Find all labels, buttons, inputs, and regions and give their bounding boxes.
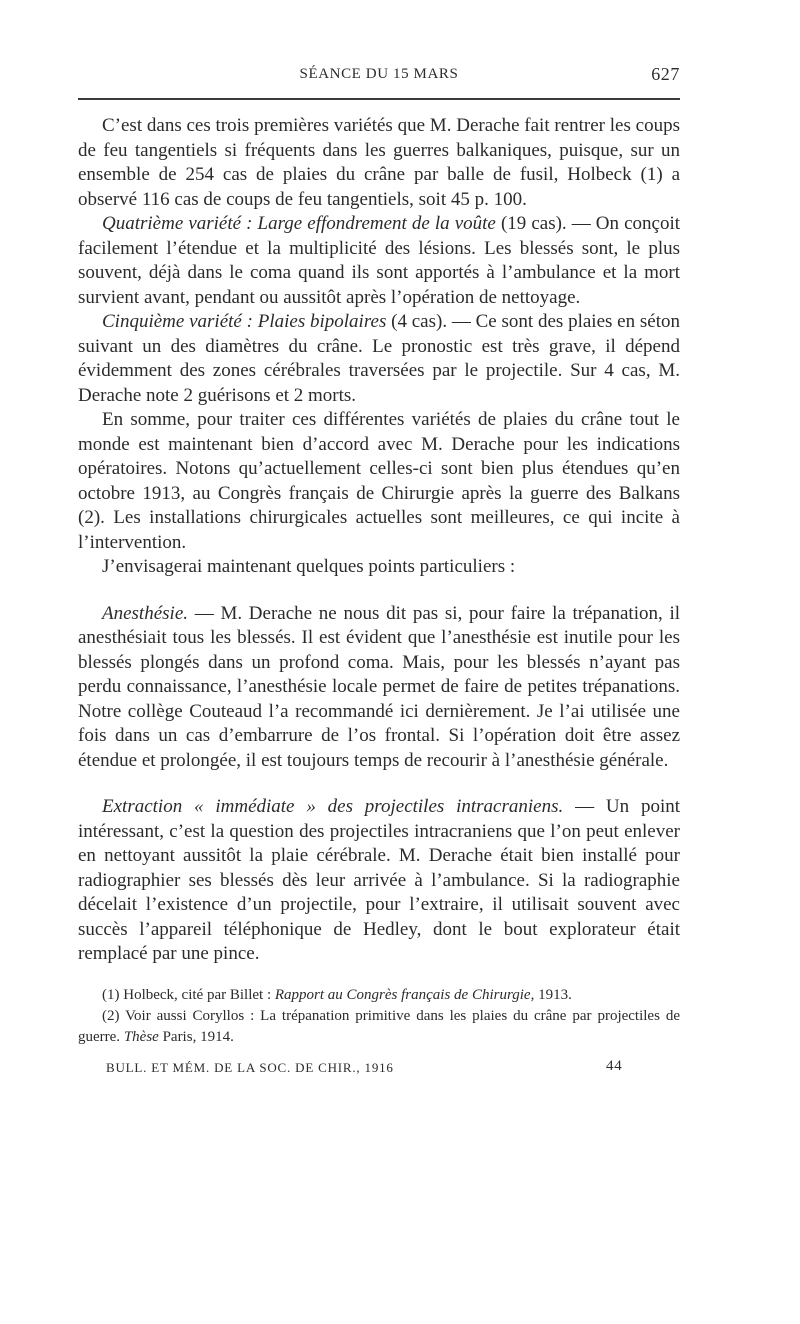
paragraph-5: J’envisagerai maintenant quelques points particuliers : bbox=[102, 556, 516, 577]
paragraph-6-heading: Anesthésie. bbox=[102, 602, 189, 624]
paragraph-2 bbox=[78, 212, 680, 310]
footnotes bbox=[78, 985, 680, 1048]
footnote-1-title: Rapport au Congrès français de Chirurgie bbox=[274, 986, 531, 1003]
paragraph-7-heading: Extraction « immédiate » des projectiles intracraniens. bbox=[102, 796, 564, 817]
paragraph-7-text: — Un point intéressant, c’est la question des projectiles intracraniens que l’on peut enlever en nettoyant aussitôt la plaie cérébrale. M. Derache était bien installé pour radiographier ses blessés dès leur arrivée à l’ambulance. Si la radiographie décelait l’existence d’un projectile, pour l’extraire, il utilisait souvent avec succès l’appareil téléphonique de Hedley, dont le bout explorateur était remplacé par une pince. bbox=[78, 796, 680, 964]
footnote-2-tail: Paris, 1914. bbox=[158, 1028, 234, 1045]
footnote-1-tail: , 1913. bbox=[530, 986, 572, 1003]
footnote-2-lead: (2) Voir aussi Coryllos : La trépanation primitive dans les plaies du crâne par projectiles de guerre. bbox=[78, 1007, 680, 1045]
footnote-1 bbox=[78, 985, 680, 1006]
running-head bbox=[78, 60, 680, 90]
page-number: 627 bbox=[651, 64, 680, 84]
paragraph-1: C’est dans ces trois premières variétés que M. Derache fait rentrer les coups de feu tangentiels si fréquents dans les guerres balkaniques, puisque, sur un ensemble de 254 cas de plaies du crâne par balle de fusil, Holbeck (1) a observé 116 cas de coups de feu tangentiels, soit 45 p. 100. bbox=[78, 115, 680, 210]
header-rule bbox=[78, 98, 680, 100]
footnote-1-lead: (1) Holbeck, cité par Billet : bbox=[102, 986, 275, 1003]
paragraph-2-text: (19 cas). — On conçoit facilement l’étendue et la multiplicité des lésions. Les blessés sont, le plus souvent, déjà dans le coma quand ils sont apportés à l’ambulance et la mort survient avant, pendant ou aussitôt après l’opération de nettoyage. bbox=[78, 213, 680, 308]
paragraph-6-text: — M. Derache ne nous dit pas si, pour faire la trépanation, il anesthésiait tous les blessés. Il est évident que l’anesthésie est inutile pour les blessés plongés dans un profond coma. Mais, pour les blessés n’ayant pas perdu connaissance, l’anesthésie locale permet de faire de petites trépanations. Notre collège Couteaud l’a recommandé ici dernièrement. Je l’ai utilisée une fois dans un cas d’embarrure de l’os frontal. Si l’opération doit être assez étendue et prolongée, il est toujours temps de recourir à l’anesthésie générale. bbox=[78, 602, 680, 771]
footnote-2-title: Thèse bbox=[123, 1028, 159, 1045]
running-title: SÉANCE DU 15 MARS bbox=[299, 66, 459, 82]
paragraph-3-text: (4 cas). — Ce sont des plaies en séton suivant un des diamètres du crâne. Le pronostic est très grave, il dépend évidemment des zones cérébrales traversées par le projectile. Sur 4 cas, M. Derache note 2 guérisons et 2 morts. bbox=[78, 311, 680, 406]
sheet-number: 44 bbox=[606, 1057, 623, 1074]
paragraph-6 bbox=[78, 602, 680, 774]
paragraph-7 bbox=[78, 795, 680, 967]
paragraph-3 bbox=[78, 310, 680, 408]
signature-line bbox=[78, 1058, 680, 1080]
paragraph-3-heading: Cinquième variété : Plaies bipolaires bbox=[102, 311, 387, 332]
footnote-2 bbox=[78, 1006, 680, 1048]
paragraph-2-heading: Quatrième variété : Large effondrement de la voûte bbox=[102, 213, 496, 234]
journal-signature: BULL. ET MÉM. DE LA SOC. DE CHIR., 1916 bbox=[106, 1059, 394, 1075]
body-text bbox=[78, 114, 680, 967]
paragraph-4: En somme, pour traiter ces différentes variétés de plaies du crâne tout le monde est maintenant bien d’accord avec M. Derache pour les indications opératoires. Notons qu’actuellement celles-ci sont bien plus étendues qu’en octobre 1913, au Congrès français de Chirurgie après la guerre des Balkans (2). Les installations chirurgicales actuelles sont meilleures, ce qui incite à l’intervention. bbox=[78, 409, 680, 553]
document-page bbox=[78, 60, 680, 1080]
